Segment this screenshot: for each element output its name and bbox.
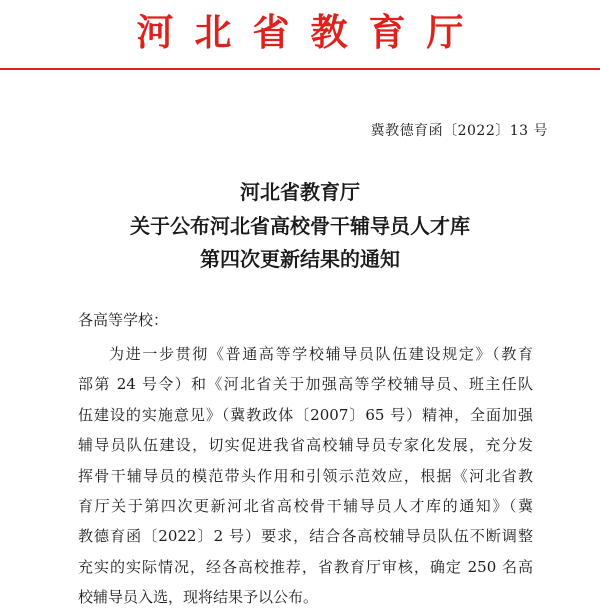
body-line: 辅导员队伍建设，切实促进我省高校辅导员专家化发展，充分发 [78, 436, 533, 455]
document-number: 冀教德育函〔2022〕13 号 [370, 123, 548, 139]
body-paragraph [78, 339, 533, 613]
body-line: 校辅导员入选，现将结果予以公布。 [78, 588, 319, 607]
red-divider-line [0, 68, 600, 70]
title-line-subject: 关于公布河北省高校骨干辅导员人才库 [130, 213, 470, 238]
title-line-topic: 第四次更新结果的通知 [200, 247, 400, 271]
title-line-issuer: 河北省教育厅 [240, 180, 360, 204]
body-line: 充实的实际情况，经各高校推荐，省教育厅审核，确定 250 名高 [78, 557, 533, 576]
body-line: 教德育函〔2022〕2 号）要求，结合各高校辅导员队伍不断调整 [78, 527, 533, 546]
body-line: 育厅关于第四次更新河北省高校骨干辅导员人才库的通知》（冀 [78, 496, 533, 515]
salutation: 各高等学校： [78, 311, 169, 329]
issuer-header-title: 河北省教育厅 [136, 10, 485, 54]
body-line: 挥骨干辅导员的模范带头作用和引领示范效应，根据《河北省教 [78, 466, 533, 485]
body-line: 伍建设的实施意见》（冀教政体〔2007〕65 号）精神，全面加强 [78, 405, 533, 424]
body-line: 部第 24 号令）和《河北省关于加强高等学校辅导员、班主任队 [78, 375, 533, 394]
document-title [0, 176, 600, 277]
body-line: 为进一步贯彻《普通高等学校辅导员队伍建设规定》（教育 [109, 345, 533, 363]
